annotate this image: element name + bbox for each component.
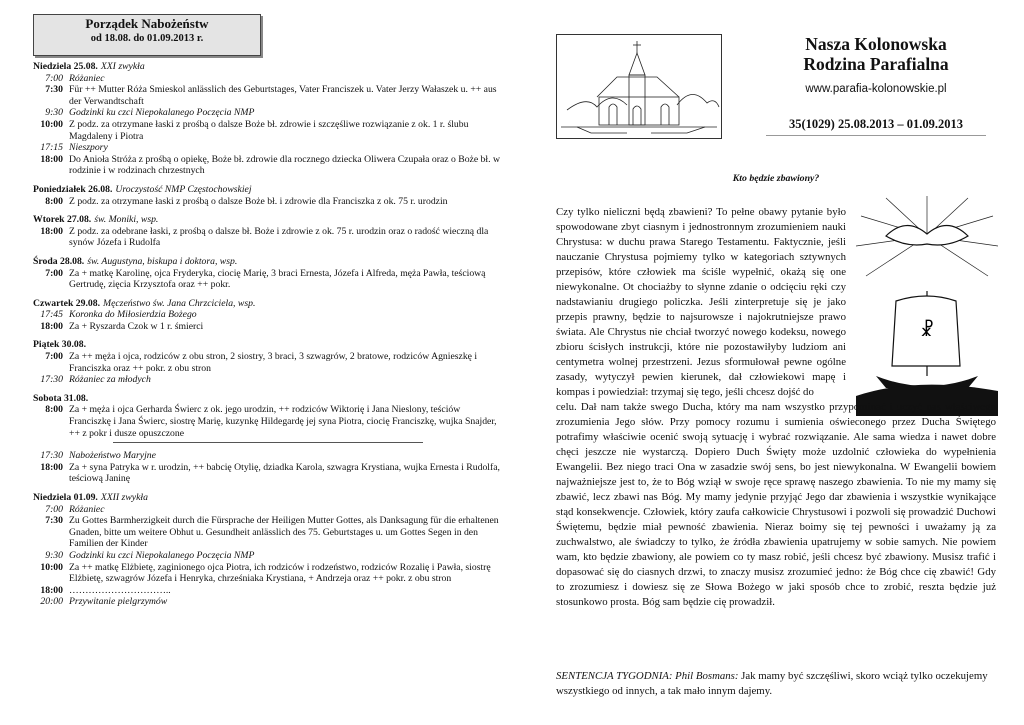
entry-time: 9:30 [45,107,63,119]
schedule-day [33,184,503,207]
entry-time: 18:00 [40,320,63,332]
schedule-entry [33,562,503,585]
entry-time: 18:00 [40,584,63,596]
schedule-entry [33,73,503,85]
day-feast: Uroczystość NMP Częstochowskiej [115,183,252,195]
entry-time: 7:30 [45,515,63,527]
entry-time: 7:00 [45,503,63,515]
entry-time: 10:00 [40,561,63,573]
entry-time: 7:00 [45,72,63,84]
entry-time: 18:00 [40,461,63,473]
schedule-header [33,14,261,56]
day-heading [33,393,503,405]
schedule-entry [33,504,503,516]
schedule-entry [33,309,503,321]
entry-text: Nieszpory [69,142,108,154]
entry-text: Do Anioła Stróża z prośbą o opiekę, Boże bł. zdrowie dla rocznego dziecka Oliwera Czupała oraz o Boże bł. w rodzinie i w rodzinach chrzestnych [69,153,500,177]
schedule-day [33,393,503,443]
day-date: Sobota 31.08. [33,392,89,404]
schedule-title: Porządek Nabożeństw [85,16,209,31]
article-paragraph-narrow: Czy tylko nieliczni będą zbawieni? To pełne obawy pytanie było spowodowane zbyt ciasnym i jednostronnym zrozumieniem nauki Chrystusa: w duchu prawa Starego Testamentu. Faktycznie, jeśli nauczanie Chrystusa pojmiemy tylko w kategoriach sztywnych przepisów, które człowiek ma ściśle wypełnić, okażą się one niewykonalne. Ot chociażby to słynne zdanie o odcięciu ręki czy nadstawianiu drugiego policzka. Jeśli zinterpretuje się je jako przepis prawny, będzie to najsurowsze i najokrutniejsze prawo świata. Ale Chrystus nie chciał tworzyć nowego kodeksu, nowego zbioru ścisłych instrukcji, które nie pozostawiłyby ludziom ani centymetra wolnej przestrzeni. Jezus sformułował pewne ogólne zasady, wytyczył pewien kierunek, dał człowiekowi mapę i kompas i powiedział: trzymaj się tego, jeśli chcesz dojść do [556,206,846,398]
issue-number: 35(1029) 25.08.2013 – 01.09.2013 [789,117,963,131]
entry-time: 7:00 [45,351,63,363]
svg-text:☧: ☧ [920,320,935,341]
schedule-entry [33,596,503,608]
entry-time: 17:30 [40,450,63,462]
schedule-entry [33,462,503,485]
schedule-entry [33,107,503,119]
schedule-entry [33,142,503,154]
day-date: Niedziela 25.08. [33,61,98,72]
issue-divider [766,135,986,136]
schedule-entry [33,515,503,550]
schedule-days [33,61,503,615]
day-heading [33,184,503,196]
entry-time: 17:30 [40,374,63,386]
schedule-entry [33,585,503,597]
schedule-entry [33,226,503,249]
entry-text: Różaniec [69,503,105,515]
entry-text: Różaniec za młodych [69,374,151,386]
divider-line [113,442,423,443]
entry-time: 9:30 [45,549,63,561]
schedule-day [33,61,503,177]
entry-text: Za + matkę Karolinę, ojca Fryderyka, ciocię Marię, 3 braci Ernesta, Józefa i Alfreda, męża Pawła, teściową Gertrudę, zięcia Krzysztofa oraz ++ pokr. [69,267,486,291]
entry-time: 7:30 [45,84,63,96]
entry-time: 7:00 [45,267,63,279]
entry-time: 20:00 [40,596,63,608]
day-heading [33,214,503,226]
day-heading [33,61,503,73]
article-title: Kto będzie zbawiony? [732,173,820,184]
church-illustration [556,34,722,139]
schedule-day [33,492,503,608]
title-line-1: Nasza Kolonowska [805,34,947,54]
schedule-day [33,214,503,249]
entry-text: Za + Ryszarda Czok w 1 r. śmierci [69,320,204,332]
entry-text: Für ++ Mutter Róża Smieskol anlässlich des Geburtstages, Vater Franciszek u. Vater Jerzy Wałaszek u. ++ aus der Verwandtschaft [69,84,497,107]
entry-text: Zu Gottes Barmherzigkeit durch die Fürsprache der Heiligen Mutter Gottes, als Danksagung für die erhaltenen Gnaden, bitte um weitere Obhut u. Gesundheit anlässlich des 75. Geburtstages u. um Gottes Segen in den Familien der Kinder [69,515,499,550]
entry-time: 17:15 [40,142,63,154]
entry-time: 18:00 [40,225,63,237]
day-date: Wtorek 27.08. [33,214,92,226]
entry-text: Za ++ matkę Elżbietę, zaginionego ojca Piotra, ich rodziców i rodzeństwo, rodziców Rozalię i Pawła, siostrę Elżbietę, szwagrów Józefa i Henryka, chrześniaka Krystiana, + Andrzeja oraz ++ pokr. z obu stron [69,561,491,585]
entry-text: Różaniec [69,72,105,84]
schedule-entry [33,268,503,291]
schedule-dates: od 18.08. do 01.09.2013 r. [90,32,204,44]
schedule-entry [33,550,503,562]
schedule-entry [33,154,503,177]
entry-text: Za + syna Patryka w r. urodzin, ++ babcię Otylię, dziadka Karola, szwagra Krystiana, wujka Ernesta i Rudolfa, teściową Janinę [69,461,500,485]
day-date: Niedziela 01.09. [33,492,98,503]
entry-text: Za + męża i ojca Gerharda Świerc z ok. jego urodzin, ++ rodziców Wiktorię i Jana Nieslony, teściów Franciszkę i Jana Świerc, siostrę Marię, kuzynkę Hildegardę jej syna Piotra, ciocię Franciszkę, wujka Snajder, ++ z pokr i dusze opuszczone [69,404,497,439]
sentence-text: Jak mamy być szczęśliwi, skoro wciąż tylko oczekujemy wszystkiego od innych, a tak mało innym dajemy. [556,670,988,697]
entry-time: 10:00 [40,118,63,130]
sentence-label: SENTENCJA TYGODNIA: Phil Bosmans: [556,670,739,682]
bulletin-title [756,34,996,74]
schedule-entry [33,450,503,462]
schedule-entry [33,119,503,142]
day-date: Piątek 30.08. [33,339,87,351]
entry-text: Nabożeństwo Maryjne [69,450,156,462]
entry-text: ………………………….. [69,584,171,596]
entry-time: 17:45 [40,309,63,321]
article-paragraph-full: celu. Dał nam także swego Ducha, który ma nam wszystko przypominać i uczyć nas właściwego zrozumienia Jego słów. Przy pomocy rozumu i sumienia oświeconego przez Ducha Świętego potrafimy właściwie ocenić swoją sytuację i wybrać rozwiązanie. Ale sama wiedza i nawet dobre chęci jeszcze nie wystarczą. Dopiero Duch Święty może uzdolnić człowieka do wypełnienia Ewangelii. Bez niego traci Ona w zasadzie swój sens, bo jest niewykonalna. W Ewangelii bowiem najważniejsze jest to, że to Bóg wziął w swoje ręce sprawę naszego zbawienia. To nie my mamy się zbawić, lecz zbawi nas Bóg. My mamy jedynie przyjąć Jego dar zbawienia i wszystkie wynikające stąd konsekwencje. Człowiek, który zaufa całkowicie Chrystusowi i pozwoli się prowadzić Duchowi Świętemu, będzie miał pewność zbawienia. Nieraz boimy się tej pewności i uważamy ją za zuchwalstwo, ale świadczy to tylko, że źródła zbawienia upatrujemy w sobie samych. Nie powiem wam, kto będzie zbawiony, ale powiem co ty masz robić, jeśli chcesz być zbawiony. Musisz trafić i dopasować się do ciasnych drzwi, to znaczy musisz zrozumieć jedno: że Bóg chce cię zbawić! Gdy to zrozumiesz i dowiesz się ze Słowa Bożego w jaki sposób chce to zrobić, reszta będzie już stosunkowo prosta. Bóg sam będzie cię prowadził. [556,401,996,608]
day-heading [33,256,503,268]
title-line-2: Rodzina Parafialna [803,54,949,74]
entry-time: 18:00 [40,153,63,165]
entry-text: Z podz. za otrzymane łaski z prośbą o dalsze Boże bł. zdrowie i szczęśliwe rozwiązanie z ok. 1 r. ślubu Magdaleny i Piotra [69,118,469,142]
day-feast: XXII zwykła [100,492,148,503]
entry-text: Z podz. za otrzymane łaski z prośbą o dalsze Boże bł. i zdrowie dla Franciszka z ok. 75 r. urodzin [69,195,448,207]
entry-text: Godzinki ku czci Niepokalanego Poczęcia NMP [69,549,255,561]
day-heading [33,339,503,351]
schedule-entry [33,84,503,107]
entry-text: Za ++ męża i ojca, rodziców z obu stron, 2 siostry, 3 braci, 3 szwagrów, 2 bratowe, rodziców Agnieszkę i Franciszka oraz ++ pokr. z obu stron [69,351,478,374]
article-body [556,205,996,610]
schedule-entry [33,351,503,374]
schedule-day [33,450,503,485]
day-heading [33,492,503,504]
schedule-entry [33,196,503,208]
entry-time: 8:00 [45,404,63,416]
day-date: Środa 28.08. [33,255,85,267]
weekly-sentence [556,669,996,699]
schedule-day [33,298,503,333]
day-date: Czwartek 29.08. [33,297,100,309]
schedule-day [33,339,503,385]
day-feast: św. Moniki, wsp. [94,214,159,226]
day-date: Poniedziałek 26.08. [33,183,113,195]
schedule-entry [33,374,503,386]
entry-text: Przywitanie pielgrzymów [69,596,168,608]
entry-text: Godzinki ku czci Niepokalanego Poczęcia NMP [69,107,255,119]
parish-url[interactable]: www.parafia-kolonowskie.pl [805,83,947,95]
schedule-entry [33,404,503,439]
day-heading [33,298,503,310]
entry-time: 8:00 [45,195,63,207]
day-feast: Męczeństwo św. Jana Chrzciciela, wsp. [103,297,256,309]
day-feast: św. Augustyna, biskupa i doktora, wsp. [87,255,238,267]
entry-text: Koronka do Miłosierdzia Bożego [69,309,197,321]
schedule-entry [33,321,503,333]
schedule-day [33,256,503,291]
entry-text: Z podz. za odebrane łaski, z prośbą o dalsze bł. Boże i zdrowie z ok. 75 r. urodzin oraz o radość wieczną dla synów Józefa i Rudolfa [69,225,489,249]
day-feast: XXI zwykła [100,61,145,72]
